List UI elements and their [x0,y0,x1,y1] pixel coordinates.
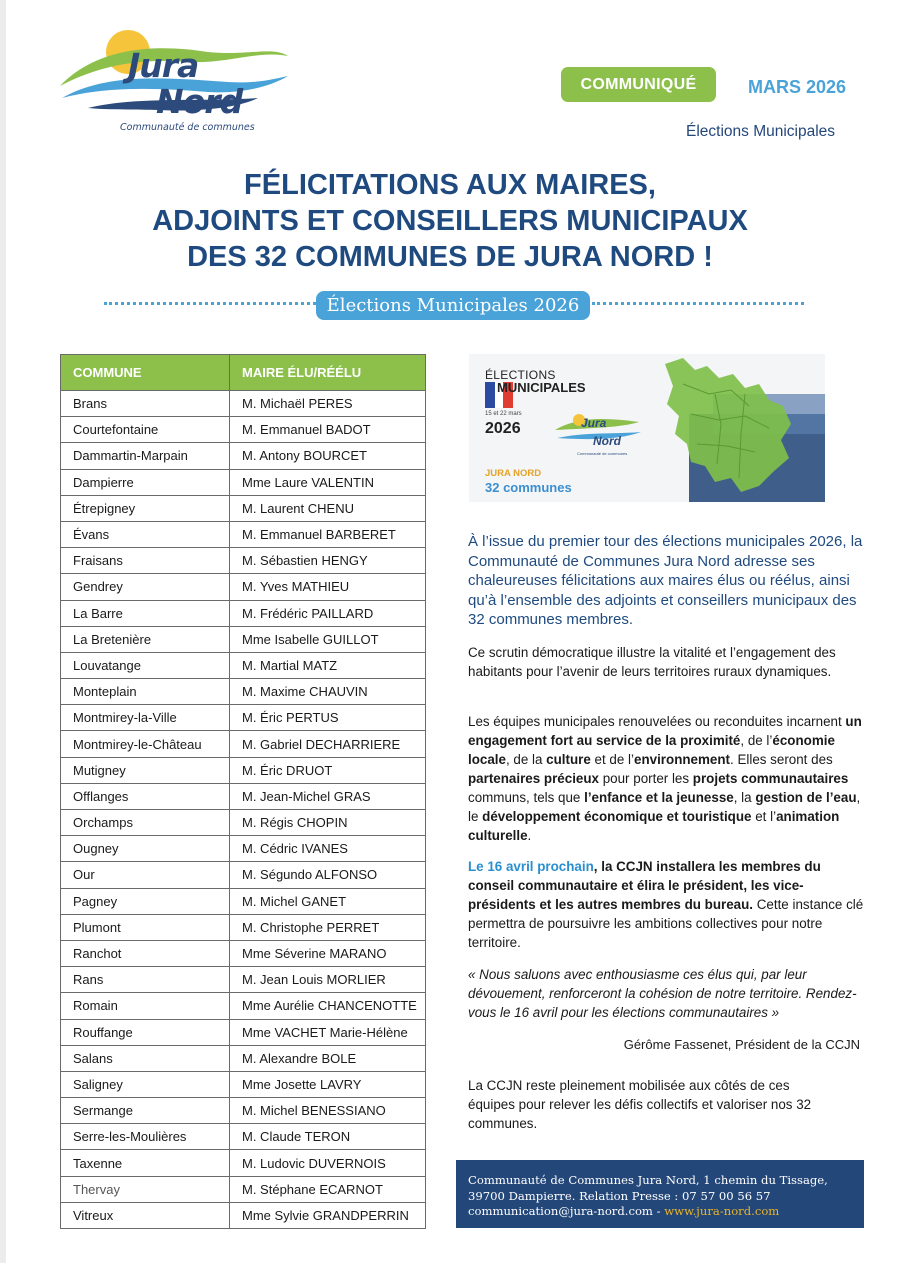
commune-cell: Serre-les-Moulières [61,1124,230,1150]
table-row [61,810,426,836]
mayor-cell: M. Laurent CHENU [230,495,426,521]
mayor-cell: M. Michaël PERES [230,391,426,417]
commune-cell: Orchamps [61,810,230,836]
commune-cell: Thervay [61,1176,230,1202]
footer-email-link[interactable]: communication@jura-nord.com [468,1204,653,1218]
issue-date: MARS 2026 [748,77,847,97]
table-row [61,1071,426,1097]
president-quote: « Nous saluons avec enthousiasme ces élus qui, par leur dévouement, renforceront la cohésion de notre territoire. Rendez-vous le 16 avril pour les élections communautaires » [468,967,857,1020]
table-row [61,574,426,600]
table-row [61,1176,426,1202]
mayor-cell: M. Maxime CHAUVIN [230,679,426,705]
mayor-cell: M. Michel BENESSIANO [230,1098,426,1124]
commune-cell: Fraisans [61,548,230,574]
table-row [61,626,426,652]
table-row [61,679,426,705]
table-row [61,914,426,940]
mayor-cell: M. Régis CHOPIN [230,810,426,836]
commune-cell: Ougney [61,836,230,862]
column-header-commune: COMMUNE [61,355,230,391]
table-row [61,940,426,966]
commune-cell: Rouffange [61,1019,230,1045]
footer-contact-line: communication@jura-nord.com - www.jura-nord.com [468,1204,780,1218]
commune-cell: Pagney [61,888,230,914]
mayor-cell: Mme Josette LAVRY [230,1071,426,1097]
mayor-cell: M. Jean-Michel GRAS [230,783,426,809]
commune-cell: Montmirey-la-Ville [61,705,230,731]
mayor-cell: M. Emmanuel BARBERET [230,521,426,547]
commune-cell: La Bretenière [61,626,230,652]
mayor-cell: M. Stéphane ECARNOT [230,1176,426,1202]
commune-cell: Ranchot [61,940,230,966]
mayors-table [60,354,426,1229]
table-row [61,652,426,678]
commune-cell: Monteplain [61,679,230,705]
mayor-cell: Mme Isabelle GUILLOT [230,626,426,652]
mayor-cell: M. Claude TERON [230,1124,426,1150]
mayor-cell: M. Jean Louis MORLIER [230,967,426,993]
contact-footer [456,1160,864,1228]
date-highlight: Le 16 avril prochain [468,859,594,874]
table-row [61,993,426,1019]
commune-cell: Mutigney [61,757,230,783]
commune-cell: Plumont [61,914,230,940]
logo-tagline: Communauté de communes [120,122,255,133]
mayor-cell: M. Michel GANET [230,888,426,914]
mayor-cell: Mme Sylvie GRANDPERRIN [230,1202,426,1228]
closing-paragraph: La CCJN reste pleinement mobilisée aux côtés de ces équipes pour relever les défis collectifs et valoriser nos 32 communes. [468,1078,812,1131]
page-title [100,167,800,275]
mayor-cell: M. Yves MATHIEU [230,574,426,600]
logo-word-jura: Jura [128,46,199,85]
paragraph-equipes: Les équipes municipales renouvelées ou reconduites incarnent un engagement fort au service de la proximité, de l’économie locale, de la culture et de l’environnement. Elles seront des partenaires précieux pour porter les projets communautaires communs, tels que l’enfance et la jeunesse, la gestion de l’eau, le développement économique et touristique et l’animation culturelle. [468,714,862,843]
communique-badge: COMMUNIQUÉ [561,67,716,102]
commune-cell: Saligney [61,1071,230,1097]
dotted-divider-left [104,302,316,305]
table-row [61,495,426,521]
mayor-cell: Mme Séverine MARANO [230,940,426,966]
mayor-cell: M. Sébastien HENGY [230,548,426,574]
commune-cell: Sermange [61,1098,230,1124]
mayor-cell: M. Gabriel DECHARRIERE [230,731,426,757]
mayor-cell: M. Alexandre BOLE [230,1045,426,1071]
paragraph-scrutin: Ce scrutin démocratique illustre la vitalité et l’engagement des habitants pour l’avenir de leurs territoires ruraux dynamiques. [468,645,836,679]
quote-signature: Gérôme Fassenet, Président de la CCJN [623,1037,860,1052]
commune-cell: Dampierre [61,469,230,495]
visual-territory-label: JURA NORD [485,468,542,479]
commune-cell: La Barre [61,600,230,626]
mayor-cell: M. Antony BOURCET [230,443,426,469]
table-row [61,443,426,469]
election-visual [469,354,825,502]
jura-nord-logo [58,26,290,138]
visual-logo-jura: Jura [581,416,607,430]
commune-cell: Taxenne [61,1150,230,1176]
subtitle-pill: Élections Municipales 2026 [316,291,590,320]
table-header-row [61,355,426,391]
mayor-cell: M. Ségundo ALFONSO [230,862,426,888]
table-row [61,836,426,862]
footer-address-line-2: 39700 Dampierre. Relation Presse : 07 57 00 56 57 [468,1188,771,1203]
table-row [61,1202,426,1228]
page-edge [0,0,6,1263]
intro-paragraph: À l’issue du premier tour des élections municipales 2026, la Communauté de Communes Jura Nord adresse ses chaleureuses félicitations aux maires élus ou réélus, ainsi qu’à l’ensemble des adjoints et conseillers municipaux des 32 communes membres. [468,533,863,628]
table-row [61,967,426,993]
table-row [61,783,426,809]
table-row [61,705,426,731]
mayor-cell: M. Emmanuel BADOT [230,417,426,443]
footer-website-link[interactable]: www.jura-nord.com [664,1204,780,1218]
commune-cell: Rans [61,967,230,993]
table-row [61,521,426,547]
mayor-cell: M. Cédric IVANES [230,836,426,862]
paragraph-16-avril: Le 16 avril prochain, la CCJN installera les membres du conseil communautaire et élira le président, les vice-présidents et les autres membres du bureau. Cette instance clé permettra de poursuivre les ambitions collectives pour notre territoire. [468,859,864,950]
column-header-mayor: MAIRE ÉLU/RÉÉLU [230,355,426,391]
visual-logo-tagline: Communauté de communes [577,451,628,456]
subject-label: Élections Municipales [686,123,836,140]
table-row [61,888,426,914]
visual-logo-nord: Nord [593,434,621,448]
visual-dates-label: 15 et 22 mars [485,411,522,417]
commune-cell: Évans [61,521,230,547]
table-row [61,1150,426,1176]
commune-cell: Montmirey-le-Château [61,731,230,757]
commune-cell: Romain [61,993,230,1019]
title-line-3: DES 32 COMMUNES DE JURA NORD ! [187,241,713,273]
table-row [61,391,426,417]
table-row [61,1098,426,1124]
commune-cell: Brans [61,391,230,417]
footer-address-line-1: Communauté de Communes Jura Nord, 1 chemin du Tissage, [468,1173,828,1187]
mayor-cell: M. Éric DRUOT [230,757,426,783]
commune-cell: Courtefontaine [61,417,230,443]
commune-cell: Our [61,862,230,888]
commune-cell: Louvatange [61,652,230,678]
mayor-cell: M. Christophe PERRET [230,914,426,940]
logo-word-nord: Nord [156,82,243,121]
title-line-1: FÉLICITATIONS AUX MAIRES, [244,169,656,201]
table-row [61,1124,426,1150]
table-row [61,757,426,783]
mayor-cell: M. Éric PERTUS [230,705,426,731]
commune-cell: Dammartin-Marpain [61,443,230,469]
table-row [61,1019,426,1045]
table-row [61,548,426,574]
commune-cell: Étrepigney [61,495,230,521]
commune-cell: Vitreux [61,1202,230,1228]
mayor-cell: M. Ludovic DUVERNOIS [230,1150,426,1176]
table-row [61,1045,426,1071]
visual-communes-count: 32 communes [485,480,572,495]
mayor-cell: M. Martial MATZ [230,652,426,678]
commune-cell: Offlanges [61,783,230,809]
mayor-cell: Mme VACHET Marie-Hélène [230,1019,426,1045]
visual-municipales-label: MUNICIPALES [497,380,586,395]
dotted-divider-right [592,302,804,305]
mayors-table-body [61,391,426,1229]
mayor-cell: M. Frédéric PAILLARD [230,600,426,626]
table-row [61,417,426,443]
table-row [61,731,426,757]
commune-cell: Gendrey [61,574,230,600]
mayor-cell: Mme Laure VALENTIN [230,469,426,495]
table-row [61,862,426,888]
title-line-2: ADJOINTS ET CONSEILLERS MUNICIPAUX [152,205,748,237]
table-row [61,600,426,626]
visual-elections-label: ÉLECTIONS [485,368,556,382]
mayor-cell: Mme Aurélie CHANCENOTTE [230,993,426,1019]
visual-year-label: 2026 [485,420,521,437]
table-row [61,469,426,495]
commune-cell: Salans [61,1045,230,1071]
